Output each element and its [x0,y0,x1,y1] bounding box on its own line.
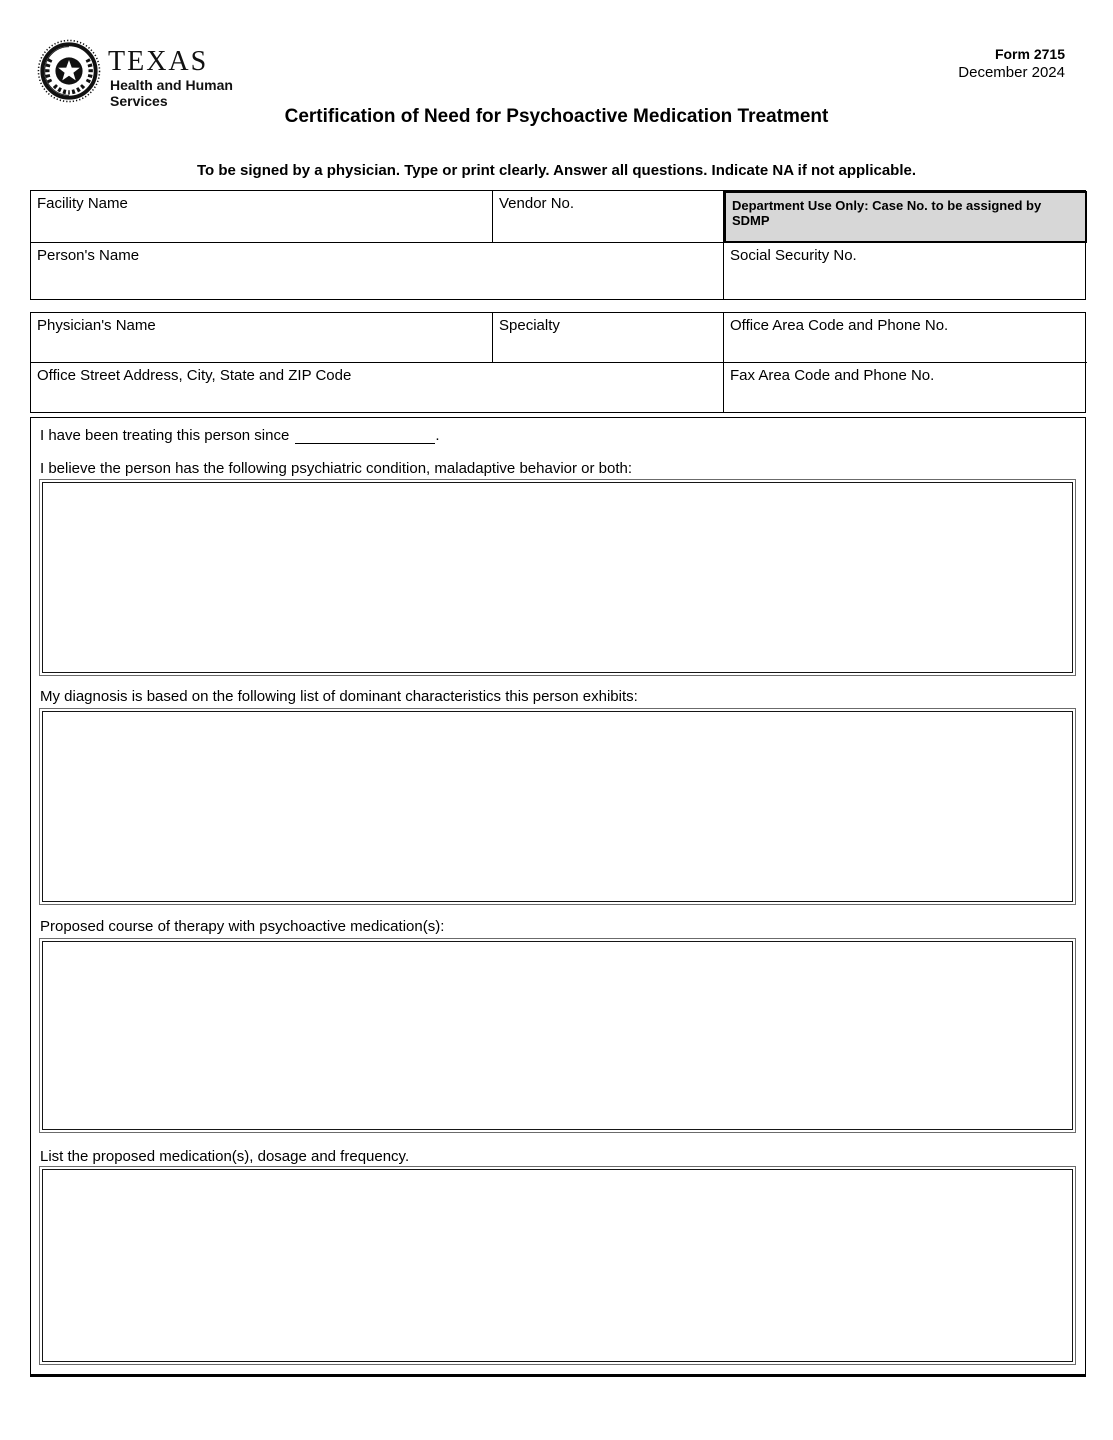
specialty-label: Specialty [499,317,560,334]
office-address-label: Office Street Address, City, State and ZIP Code [37,367,352,384]
department-use-cell [724,191,1087,243]
treating-since-line [40,426,440,444]
facility-name-cell [31,191,493,243]
logo-text-texas: TEXAS [108,46,209,77]
condition-label: I believe the person has the following psychiatric condition, maladaptive behavior or both: [40,460,633,477]
medications-textarea[interactable] [43,1170,1072,1361]
office-address-cell [31,363,724,412]
condition-box [39,479,1076,676]
texas-hhs-seal-icon [37,39,101,103]
office-address-input[interactable] [37,386,717,403]
form-date: December 2024 [958,63,1065,81]
therapy-label: Proposed course of therapy with psychoactive medication(s): [40,918,445,935]
diagnosis-textarea[interactable] [43,712,1072,901]
diagnosis-box [39,708,1076,905]
facility-name-label: Facility Name [37,195,128,212]
treating-since-suffix: . [435,427,440,444]
form-number: Form 2715 [994,46,1065,62]
treating-since-prefix: I have been treating this person since [40,427,290,444]
specialty-input[interactable] [499,336,717,353]
ssn-input[interactable] [730,266,1081,283]
therapy-textarea[interactable] [43,942,1072,1129]
facility-table [30,190,1086,300]
office-phone-cell [724,313,1087,363]
fax-label: Fax Area Code and Phone No. [730,367,935,384]
medications-box [39,1166,1076,1365]
physician-name-input[interactable] [37,336,486,353]
case-no-input[interactable] [732,230,1079,243]
certification-section [30,417,1086,1377]
fax-input[interactable] [730,386,1081,403]
logo-text-health-human: Health and Human [110,77,233,93]
therapy-box [39,938,1076,1133]
physician-name-label: Physician's Name [37,317,156,334]
form-instructions: To be signed by a physician. Type or print clearly. Answer all questions. Indicate NA if not applicable. [196,162,917,179]
persons-name-cell [31,243,724,299]
ssn-label: Social Security No. [730,247,857,264]
facility-name-input[interactable] [37,214,486,231]
logo-text-services: Services [110,93,168,109]
medications-label: List the proposed medication(s), dosage and frequency. [40,1148,410,1165]
physician-name-cell [31,313,493,363]
fax-cell [724,363,1087,412]
specialty-cell [493,313,724,363]
diagnosis-label: My diagnosis is based on the following list of dominant characteristics this person exhibits: [40,688,638,705]
page-title: Certification of Need for Psychoactive Medication Treatment [284,106,829,127]
form-info [958,46,1065,82]
vendor-no-label: Vendor No. [499,195,575,212]
office-phone-input[interactable] [730,336,1081,353]
physician-table [30,312,1086,413]
office-phone-label: Office Area Code and Phone No. [730,317,949,334]
treating-since-input[interactable] [295,426,435,444]
ssn-cell [724,243,1087,299]
persons-name-input[interactable] [37,266,717,283]
department-use-label: Department Use Only: Case No. to be assigned by SDMP [732,198,1042,228]
persons-name-label: Person's Name [37,247,140,264]
vendor-no-cell [493,191,724,243]
condition-textarea[interactable] [43,483,1072,672]
vendor-no-input[interactable] [499,214,717,231]
